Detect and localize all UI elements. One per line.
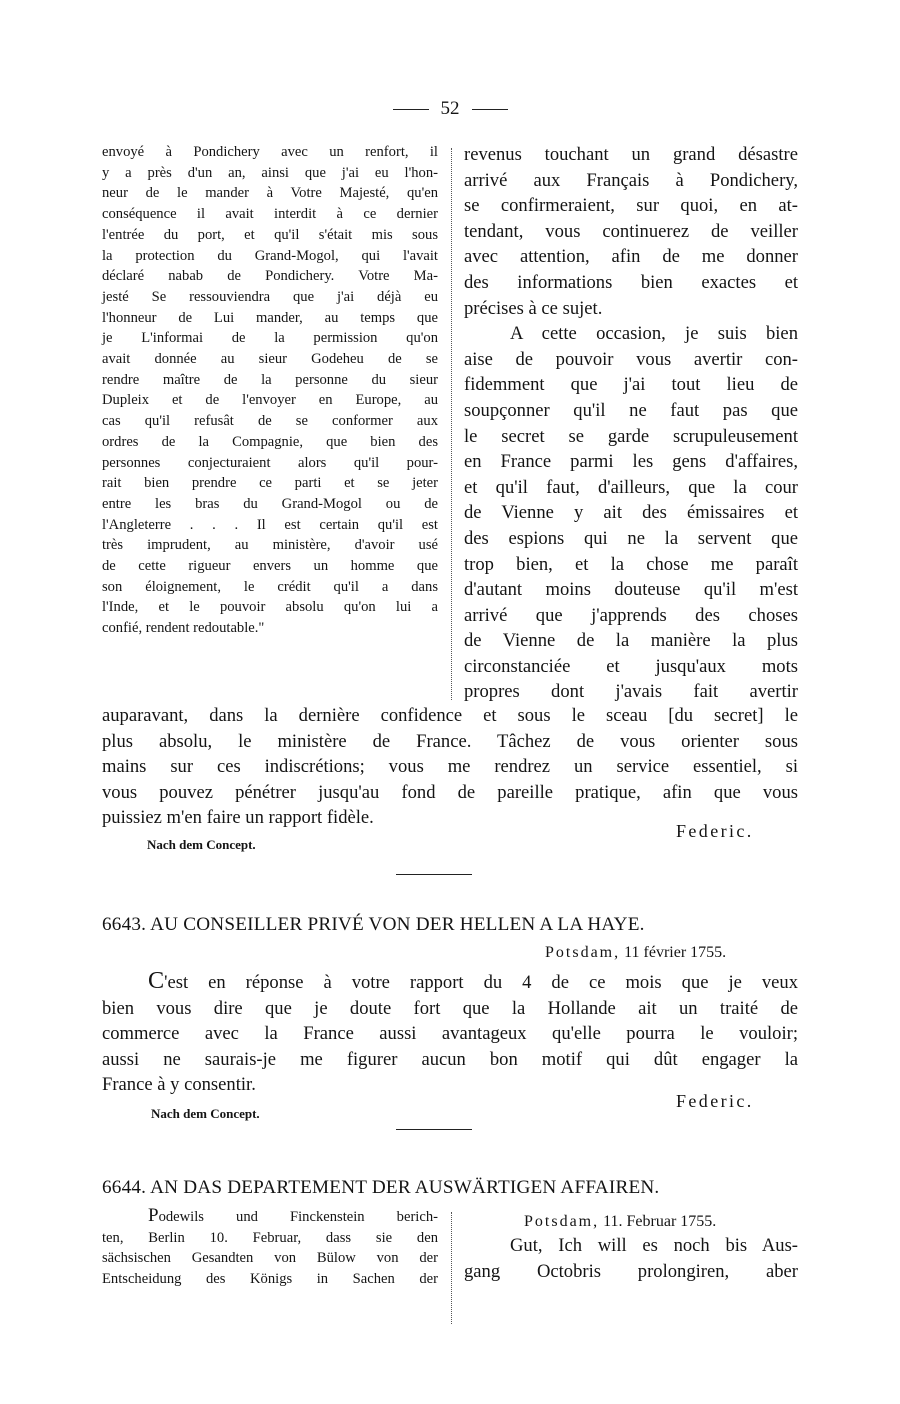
letter1-left-line: y a près d'un an, ainsi que j'ai eu l'hon-	[102, 164, 438, 181]
letter1-left-line: personnes conjecturaient alors qu'il pour-	[102, 454, 438, 471]
letter1-left-line: Dupleix et de l'envoyer en Europe, au	[102, 392, 438, 409]
letter1-left-line: avait donnée au sieur Godeheu de se	[102, 351, 438, 368]
letter1-right-para2-line: fidemment que j'ai tout lieu de	[464, 374, 798, 396]
letter1-left-line: neur de le mander à Votre Majesté, qu'en	[102, 185, 438, 202]
letter1-left-line: ordres de la Compagnie, que bien des	[102, 433, 438, 450]
letter1-right-line: précises à ce sujet.	[464, 297, 603, 319]
letter3-place: Potsdam,	[524, 1213, 600, 1230]
letter3-place-date	[464, 1211, 798, 1233]
letter1-right-para2-line: trop bien, et la chose me paraît	[464, 553, 798, 575]
letter1-right-para2-line: soupçonner qu'il ne faut pas que	[464, 399, 798, 421]
letter1-signature: Federic.	[676, 821, 754, 841]
letter1-right-para2-line: aise de pouvoir vous avertir con-	[464, 348, 798, 370]
letter1-full-line: vous pouvez pénétrer jusqu'au fond de pareille pratique, afin que vous	[102, 781, 798, 803]
letter1-right-column	[464, 142, 798, 705]
letter2-place-date	[545, 944, 726, 962]
letter1-right-line: des informations bien exactes et	[464, 271, 798, 293]
letter2-place: Potsdam,	[545, 944, 621, 961]
letter2-date: 11 février 1755.	[624, 944, 727, 961]
letter1-left-line: rendre maître de la personne du sieur	[102, 371, 438, 388]
page-number-dash-left	[393, 109, 429, 110]
page-number-dash-right	[472, 109, 508, 110]
letter1-full-line: puissiez m'en faire un rapport fidèle.	[102, 807, 374, 829]
letter2-line: C'est en réponse à votre rapport du 4 de ce mois que je veux	[148, 967, 798, 994]
letter1-right-para2-line: et qu'il faut, d'ailleurs, que la cour	[464, 476, 798, 498]
letter2-signature: Federic.	[676, 1091, 754, 1111]
letter3-right-column	[464, 1211, 798, 1284]
letter1-right-line: arrivé aux Français à Pondichery,	[464, 169, 798, 191]
page-number	[0, 98, 900, 120]
letter1-left-line: l'entrée du port, et qu'il s'était mis sous	[102, 226, 438, 243]
letter1-left-line: cas qu'il refusât de se conformer aux	[102, 413, 438, 430]
section-rule-1	[396, 874, 472, 875]
letter3-left-line: Entscheidung des Königs in Sachen der	[102, 1271, 438, 1288]
letter1-right-para2-line: A cette occasion, je suis bien	[510, 323, 798, 345]
letter1-right-para2-line: d'autant moins douteuse qu'il m'est	[464, 579, 798, 601]
letter3-right-text	[464, 1233, 798, 1284]
letter2-body	[102, 967, 798, 1098]
letter1-left-line: l'Angleterre . . . Il est certain qu'il est	[102, 516, 438, 533]
letter3-date: 11. Februar 1755.	[603, 1213, 717, 1230]
initial-letter: C	[148, 967, 165, 994]
letter1-right-para2-line: en France parmi les gens d'affaires,	[464, 451, 798, 473]
letter1-right-para2-line: de Vienne y ait des émissaires et	[464, 502, 798, 524]
letter2-line: bien vous dire que je doute fort que la Hollande ait un traité de	[102, 997, 798, 1019]
page-number-text: 52	[440, 98, 460, 119]
letter1-right-para2-line: arrivé que j'apprends des choses	[464, 604, 798, 626]
letter1-full-width-text	[102, 703, 798, 831]
letter2-source-note: Nach dem Concept.	[151, 1106, 260, 1121]
initial-letter: P	[148, 1205, 159, 1226]
letter3-left-column	[102, 1207, 438, 1290]
letter1-left-line: son éloignement, le crédit qu'il a dans	[102, 578, 438, 595]
letter1-left-line: entre les bras du Grand-Mogol ou de	[102, 495, 438, 512]
letter1-left-line: conséquence il avait interdit à ce dernier	[102, 206, 438, 223]
letter2-heading: 6643. AU CONSEILLER PRIVÉ VON DER HELLEN A LA HAYE.	[102, 914, 645, 935]
letter1-left-line: déclaré nabab de Pondichery. Votre Ma-	[102, 268, 438, 285]
letter1-left-line: confié, rendent redoutable."	[102, 620, 265, 637]
letter1-right-para2-line: propres dont j'avais fait avertir	[464, 681, 798, 703]
letter2-line: commerce avec la France aussi avantageux qu'elle pourra le vouloir;	[102, 1023, 798, 1045]
letter1-left-line: de cette rigueur envers un homme que	[102, 558, 438, 575]
letter1-left-line: je L'informai de la permission qu'on	[102, 330, 438, 347]
letter1-right-para2-line: circonstanciée et jusqu'aux mots	[464, 655, 798, 677]
letter1-right-para2-line: le secret se garde scrupuleusement	[464, 425, 798, 447]
letter3-heading: 6644. AN DAS DEPARTEMENT DER AUSWÄRTIGEN AFFAIREN.	[102, 1177, 660, 1198]
letter3-left-line: sächsischen Gesandten von Bülow von der	[102, 1250, 438, 1267]
letter1-left-line: l'Inde, et le pouvoir absolu qu'on lui a	[102, 599, 438, 616]
letter1-left-line: jesté Se ressouviendra que j'ai déjà eu	[102, 288, 438, 305]
section-rule-2	[396, 1129, 472, 1130]
letter1-right-para2-line: de Vienne de la manière la plus	[464, 630, 798, 652]
letter1-left-line: rait bien prendre ce parti et se jeter	[102, 475, 438, 492]
letter3-left-line: ten, Berlin 10. Februar, dass sie den	[102, 1229, 438, 1246]
letter1-left-column	[102, 142, 438, 639]
letter1-right-line: avec attention, afin de me donner	[464, 246, 798, 268]
letter1-source-note: Nach dem Concept.	[147, 837, 256, 852]
letter1-full-line: auparavant, dans la dernière confidence et sous le sceau [du secret] le	[102, 705, 798, 726]
letter1-right-line: tendant, vous continuerez de veiller	[464, 220, 798, 242]
letter3-left-line: Podewils und Finckenstein berich-	[148, 1205, 438, 1226]
letter1-left-line: très imprudent, au ministère, d'avoir usé	[102, 537, 438, 554]
letter1-full-line: mains sur ces indiscrétions; vous me rendrez un service essentiel, si	[102, 756, 798, 778]
letter3-right-line: gang Octobris prolongiren, aber	[464, 1260, 798, 1282]
letter1-left-line: l'honneur de Lui mander, au temps que	[102, 309, 438, 326]
letter1-right-para1	[464, 142, 798, 321]
letter1-right-line: revenus touchant un grand désastre	[464, 144, 798, 165]
letter3-right-line: Gut, Ich will es noch bis Aus-	[510, 1235, 798, 1256]
column-divider-2	[451, 1212, 452, 1324]
letter1-right-para2	[464, 321, 798, 705]
letter1-full-line: plus absolu, le ministère de France. Tâchez de vous orienter sous	[102, 730, 798, 752]
letter1-right-line: se confirmeraient, sur quoi, en at-	[464, 195, 798, 217]
letter1-right-para2-line: des espions qui ne la servent que	[464, 527, 798, 549]
letter2-line: France à y consentir.	[102, 1074, 256, 1096]
column-divider	[451, 148, 452, 700]
letter2-line: aussi ne saurais-je me figurer aucun bon motif qui dût engager la	[102, 1048, 798, 1070]
letter1-left-line: envoyé à Pondichery avec un renfort, il	[102, 144, 438, 160]
letter1-left-line: la protection du Grand-Mogol, qui l'avait	[102, 247, 438, 264]
